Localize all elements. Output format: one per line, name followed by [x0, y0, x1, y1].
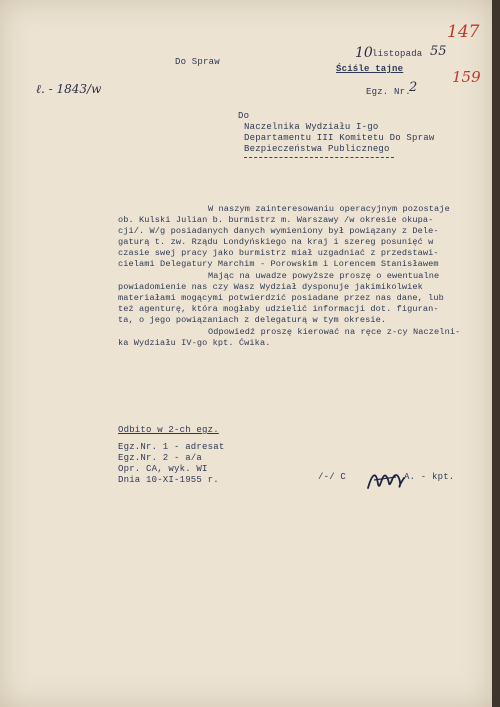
copy-number-label: Egz. Nr. [366, 87, 411, 97]
body-line: czasie swej pracy jako burmistrz miał uzgadniać z przedstawi- [118, 248, 439, 258]
margin-note: ℓ. - 1843/w [36, 82, 102, 96]
copy-number-handwritten: 2 [409, 80, 418, 95]
body-line: gaturą t. zw. Rządu Londyńskiego na kraj i szereg posunięć w [118, 237, 434, 247]
distribution-line: Egz.Nr. 1 - adresat [118, 442, 225, 452]
body-line: ka Wydziału IV-go kpt. Ćwika. [118, 338, 271, 348]
signature-scribble [366, 466, 406, 496]
distribution-line: Egz.Nr. 2 - a/a [118, 453, 203, 463]
distribution-line: Opr. CA, wyk. WI [118, 464, 208, 474]
body-line: cji/. W/g posiadanych danych wymieniony był powiązany z Dele- [118, 226, 439, 236]
body-line: powiadomienie nas czy Wasz Wydział dysponuje jakimikolwiek [118, 282, 423, 292]
body-line: W naszym zainteresowaniu operacyjnym pozostaje [208, 204, 450, 214]
recipient-line: Departamentu III Komitetu Do Spraw [244, 133, 435, 143]
archive-number-top: 147 [447, 22, 480, 42]
distribution-line: Dnia 10-XI-1955 r. [118, 475, 219, 485]
archive-number-bottom: 159 [452, 68, 481, 86]
recipient-line: Naczelnika Wydziału I-go [244, 122, 379, 132]
distribution-title: Odbito w 2-ch egz. [118, 425, 219, 435]
body-line: ob. Kulski Julian b. burmistrz m. Warszawy /w okresie okupa- [118, 215, 434, 225]
recipient-underline [244, 157, 394, 158]
recipient-line: Bezpieczeństwa Publicznego [244, 144, 390, 154]
signature-prefix: /-/ C [318, 472, 347, 482]
classification-label: Ściśle tajne [336, 64, 404, 74]
body-line: materiałami mogącymi potwierdzić posiadane przez nas dane, lub [118, 293, 444, 303]
date-year-handwritten: 55 [430, 44, 447, 59]
body-line: cielami Delegatury Marchim - Porowskim i Lorencem Stanisławem [118, 259, 439, 269]
body-line: też agenturę, która mogłaby udzielić informacji dot. figuran- [118, 304, 439, 314]
body-line: ta, o jego powiązaniach z delegaturą w tym okresie. [118, 315, 387, 325]
body-line: Odpowiedź proszę kierować na ręce z-cy Naczelni- [208, 327, 461, 337]
body-line: Mając na uwadze powyższe proszę o ewentualne [208, 271, 440, 281]
scan-edge [492, 0, 500, 707]
date-month: listopada [372, 49, 423, 59]
signature-suffix: A. - kpt. [404, 472, 455, 482]
header-left-label: Do Spraw [175, 57, 220, 67]
recipient-to: Do [238, 111, 250, 121]
date-day-handwritten: 10 [355, 45, 373, 61]
